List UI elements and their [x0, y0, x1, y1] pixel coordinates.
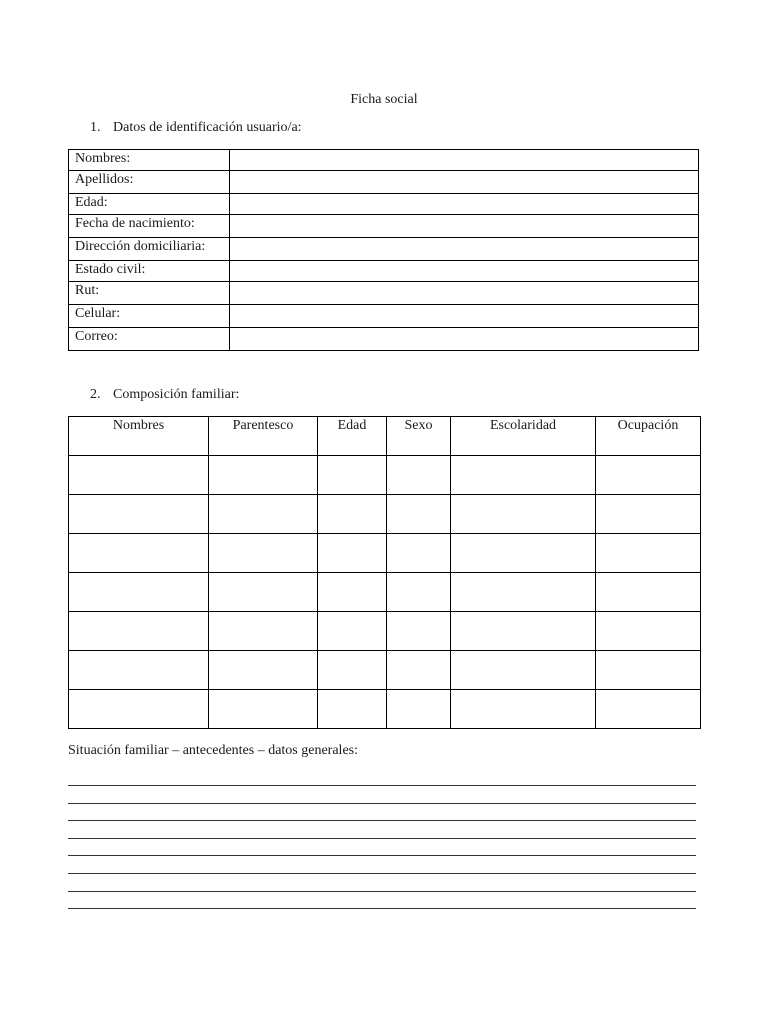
field-value-nombres[interactable] [230, 150, 699, 171]
field-value-edad[interactable] [230, 194, 699, 215]
family-header-row [69, 417, 701, 456]
cell-escolaridad[interactable] [451, 690, 596, 729]
cell-nombres[interactable] [69, 495, 209, 534]
cell-sexo[interactable] [387, 690, 451, 729]
section-2-heading [90, 387, 239, 403]
field-value-celular[interactable] [230, 305, 699, 328]
field-value-estado-civil[interactable] [230, 261, 699, 282]
column-header-nombres: Nombres [69, 417, 209, 456]
field-label-nombres: Nombres: [69, 150, 230, 171]
section-2-title: Composición familiar: [113, 387, 240, 402]
section-2-number: 2. [90, 387, 101, 402]
cell-parentesco[interactable] [209, 573, 318, 612]
cell-edad[interactable] [318, 495, 387, 534]
cell-ocupacion[interactable] [596, 690, 701, 729]
cell-parentesco[interactable] [209, 690, 318, 729]
cell-parentesco[interactable] [209, 456, 318, 495]
cell-sexo[interactable] [387, 534, 451, 573]
field-label-fecha-nacimiento: Fecha de nacimiento: [69, 215, 230, 238]
identification-row [69, 261, 699, 282]
column-header-ocupacion: Ocupación [596, 417, 701, 456]
cell-ocupacion[interactable] [596, 456, 701, 495]
cell-ocupacion[interactable] [596, 612, 701, 651]
column-header-escolaridad: Escolaridad [451, 417, 596, 456]
cell-edad[interactable] [318, 612, 387, 651]
table-row [69, 534, 701, 573]
identification-row [69, 305, 699, 328]
column-header-sexo: Sexo [387, 417, 451, 456]
cell-escolaridad[interactable] [451, 534, 596, 573]
cell-sexo[interactable] [387, 612, 451, 651]
field-value-rut[interactable] [230, 282, 699, 305]
cell-ocupacion[interactable] [596, 534, 701, 573]
cell-nombres[interactable] [69, 690, 209, 729]
cell-ocupacion[interactable] [596, 651, 701, 690]
cell-nombres[interactable] [69, 651, 209, 690]
writing-line[interactable] [68, 908, 696, 909]
field-label-celular: Celular: [69, 305, 230, 328]
cell-parentesco[interactable] [209, 534, 318, 573]
cell-edad[interactable] [318, 651, 387, 690]
identification-row [69, 171, 699, 194]
family-table-body [69, 456, 701, 729]
identification-row [69, 194, 699, 215]
field-value-direccion[interactable] [230, 238, 699, 261]
field-label-estado-civil: Estado civil: [69, 261, 230, 282]
cell-ocupacion[interactable] [596, 495, 701, 534]
table-row [69, 690, 701, 729]
field-label-correo: Correo: [69, 328, 230, 351]
identification-row [69, 150, 699, 171]
cell-parentesco[interactable] [209, 495, 318, 534]
cell-escolaridad[interactable] [451, 456, 596, 495]
cell-escolaridad[interactable] [451, 612, 596, 651]
cell-nombres[interactable] [69, 534, 209, 573]
section-1-heading [90, 120, 302, 136]
cell-sexo[interactable] [387, 573, 451, 612]
cell-edad[interactable] [318, 534, 387, 573]
field-label-rut: Rut: [69, 282, 230, 305]
field-label-edad: Edad: [69, 194, 230, 215]
cell-escolaridad[interactable] [451, 495, 596, 534]
cell-edad[interactable] [318, 573, 387, 612]
field-value-fecha-nacimiento[interactable] [230, 215, 699, 238]
section-1-title: Datos de identificación usuario/a: [113, 120, 302, 135]
cell-nombres[interactable] [69, 456, 209, 495]
field-value-apellidos[interactable] [230, 171, 699, 194]
writing-line[interactable] [68, 803, 696, 804]
table-row [69, 612, 701, 651]
writing-line[interactable] [68, 820, 696, 821]
field-label-apellidos: Apellidos: [69, 171, 230, 194]
document-title: Ficha social [350, 92, 418, 107]
cell-nombres[interactable] [69, 612, 209, 651]
cell-parentesco[interactable] [209, 651, 318, 690]
column-header-parentesco: Parentesco [209, 417, 318, 456]
identification-table [68, 149, 699, 351]
table-row [69, 573, 701, 612]
cell-sexo[interactable] [387, 495, 451, 534]
cell-escolaridad[interactable] [451, 573, 596, 612]
table-row [69, 651, 701, 690]
section-1-number: 1. [90, 120, 101, 135]
field-value-correo[interactable] [230, 328, 699, 351]
cell-sexo[interactable] [387, 651, 451, 690]
cell-ocupacion[interactable] [596, 573, 701, 612]
cell-sexo[interactable] [387, 456, 451, 495]
cell-edad[interactable] [318, 456, 387, 495]
identification-row [69, 215, 699, 238]
situacion-familiar-label: Situación familiar – antecedentes – datos generales: [68, 743, 359, 758]
writing-line[interactable] [68, 855, 696, 856]
field-label-direccion: Dirección domiciliaria: [69, 238, 230, 261]
identification-row [69, 238, 699, 261]
cell-parentesco[interactable] [209, 612, 318, 651]
family-composition-table [68, 416, 701, 729]
cell-escolaridad[interactable] [451, 651, 596, 690]
column-header-edad: Edad [318, 417, 387, 456]
identification-row [69, 328, 699, 351]
identification-row [69, 282, 699, 305]
cell-edad[interactable] [318, 690, 387, 729]
writing-line[interactable] [68, 785, 696, 786]
writing-line[interactable] [68, 891, 696, 892]
table-row [69, 456, 701, 495]
writing-line[interactable] [68, 873, 696, 874]
table-row [69, 495, 701, 534]
cell-nombres[interactable] [69, 573, 209, 612]
writing-line[interactable] [68, 838, 696, 839]
